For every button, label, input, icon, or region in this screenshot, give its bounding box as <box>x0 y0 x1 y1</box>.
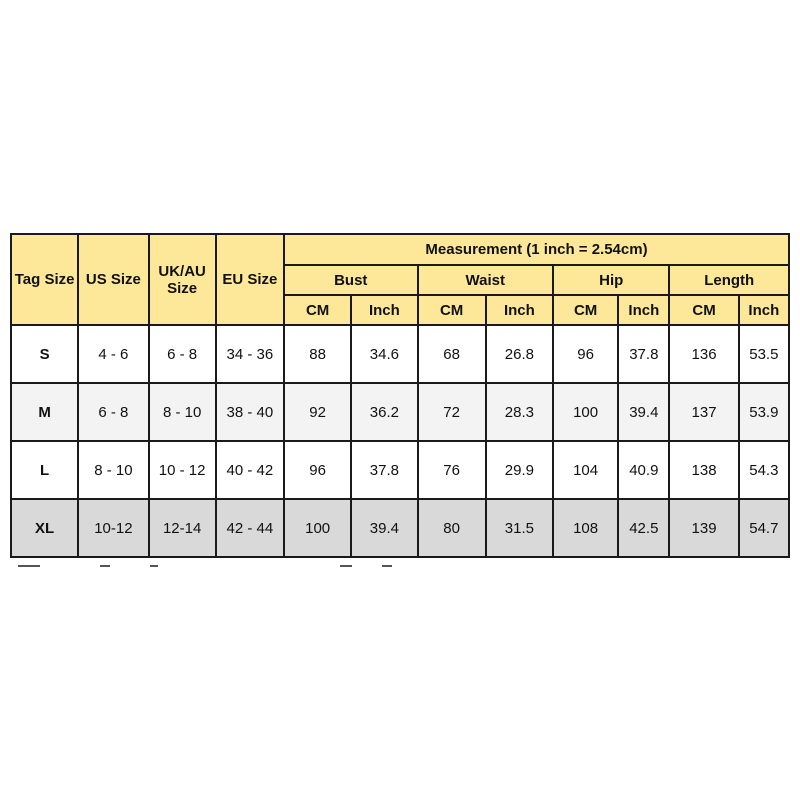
cell-waist-cm: 80 <box>418 499 486 557</box>
cell-tag-size: XL <box>11 499 78 557</box>
header-tag-size: Tag Size <box>11 234 78 325</box>
cell-waist-inch: 31.5 <box>486 499 553 557</box>
header-uk-au-line1: UK/AU <box>158 262 206 280</box>
cell-hip-cm: 104 <box>553 441 618 499</box>
cell-hip-inch: 37.8 <box>618 325 669 383</box>
cell-us-size: 8 - 10 <box>78 441 148 499</box>
cell-bust-cm: 100 <box>284 499 351 557</box>
header-uk-au-line2: Size <box>167 279 198 297</box>
cell-length-inch: 53.9 <box>739 383 789 441</box>
cell-bust-cm: 96 <box>284 441 351 499</box>
cell-length-inch: 53.5 <box>739 325 789 383</box>
cell-eu-size: 34 - 36 <box>216 325 284 383</box>
cell-length-inch: 54.3 <box>739 441 789 499</box>
header-unit: CM <box>418 295 486 325</box>
cell-hip-inch: 42.5 <box>618 499 669 557</box>
cell-bust-inch: 37.8 <box>351 441 417 499</box>
header-unit: Inch <box>351 295 417 325</box>
cell-waist-cm: 72 <box>418 383 486 441</box>
header-unit: CM <box>553 295 618 325</box>
cell-tag-size: S <box>11 325 78 383</box>
cell-length-cm: 139 <box>669 499 738 557</box>
cell-length-cm: 138 <box>669 441 738 499</box>
table-row <box>11 499 789 557</box>
cell-length-cm: 137 <box>669 383 738 441</box>
cell-uk-au-size: 12-14 <box>149 499 216 557</box>
table-row <box>11 383 789 441</box>
cell-eu-size: 42 - 44 <box>216 499 284 557</box>
table-row <box>11 325 789 383</box>
header-group-waist: Waist <box>418 265 554 295</box>
header-unit: Inch <box>618 295 669 325</box>
cell-waist-cm: 68 <box>418 325 486 383</box>
cell-waist-inch: 29.9 <box>486 441 553 499</box>
header-group-bust: Bust <box>284 265 418 295</box>
header-group-length: Length <box>669 265 789 295</box>
cell-hip-cm: 96 <box>553 325 618 383</box>
cell-hip-inch: 39.4 <box>618 383 669 441</box>
cell-length-cm: 136 <box>669 325 738 383</box>
cell-eu-size: 40 - 42 <box>216 441 284 499</box>
header-eu-size: EU Size <box>216 234 284 325</box>
cell-uk-au-size: 6 - 8 <box>149 325 216 383</box>
cell-uk-au-size: 8 - 10 <box>149 383 216 441</box>
header-unit: CM <box>669 295 738 325</box>
cell-us-size: 6 - 8 <box>78 383 148 441</box>
cell-us-size: 10-12 <box>78 499 148 557</box>
header-unit: Inch <box>739 295 789 325</box>
cell-bust-inch: 36.2 <box>351 383 417 441</box>
cell-hip-cm: 108 <box>553 499 618 557</box>
cell-waist-cm: 76 <box>418 441 486 499</box>
header-group-hip: Hip <box>553 265 669 295</box>
cell-tag-size: M <box>11 383 78 441</box>
header-unit: Inch <box>486 295 553 325</box>
header-uk-au-size <box>149 234 216 325</box>
cell-length-inch: 54.7 <box>739 499 789 557</box>
header-measurement: Measurement (1 inch = 2.54cm) <box>284 234 789 265</box>
cell-waist-inch: 26.8 <box>486 325 553 383</box>
cell-hip-cm: 100 <box>553 383 618 441</box>
size-chart-table <box>10 233 790 558</box>
cell-waist-inch: 28.3 <box>486 383 553 441</box>
cell-eu-size: 38 - 40 <box>216 383 284 441</box>
cell-uk-au-size: 10 - 12 <box>149 441 216 499</box>
cell-bust-cm: 88 <box>284 325 351 383</box>
cell-hip-inch: 40.9 <box>618 441 669 499</box>
header-unit: CM <box>284 295 351 325</box>
cropped-row-remnant <box>10 565 790 573</box>
cell-bust-inch: 39.4 <box>351 499 417 557</box>
cell-bust-cm: 92 <box>284 383 351 441</box>
header-us-size: US Size <box>78 234 148 325</box>
cell-us-size: 4 - 6 <box>78 325 148 383</box>
cell-tag-size: L <box>11 441 78 499</box>
cell-bust-inch: 34.6 <box>351 325 417 383</box>
table-row <box>11 441 789 499</box>
